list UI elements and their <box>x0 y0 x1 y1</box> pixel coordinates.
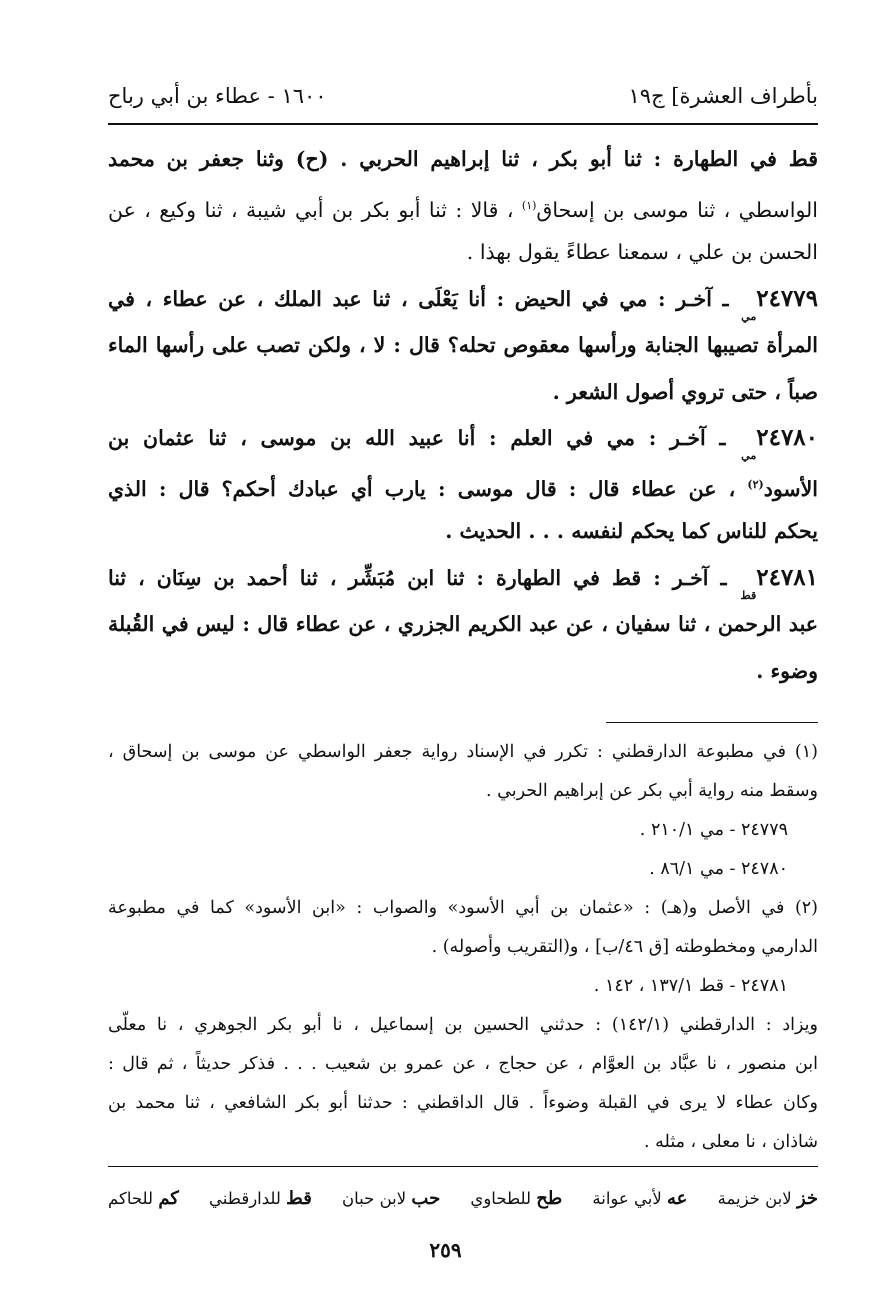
source-symbol: مي <box>741 449 757 462</box>
hadith-24779-line-2: المرأة تصيبها الجنابة ورأسها معقوص تحله؟ قال : لا ، ولكن تصب على رأسها الماء <box>108 333 818 357</box>
hadith-24780-line-2: الأسود$^{(٢)}$ ، عن عطاء قال : قال موسى : يارب أي عبادك أحكم؟ قال : الذي <box>108 476 818 501</box>
running-header <box>108 78 818 114</box>
footnote-separator <box>606 722 818 723</box>
footnote-ref-1: (١) <box>521 198 537 212</box>
footnote-line: ٢٤٧٧٩ - مي ٢١٠/١ . <box>639 820 788 840</box>
footnote-line: ويزاد : الدارقطني (١٤٢/١) : حدثني الحسين بن إسماعيل ، نا أبو بكر الجوهري ، نا معلّى <box>108 1015 818 1035</box>
abbr-item: خز لابن خزيمة <box>717 1187 818 1209</box>
header-rule <box>108 123 818 125</box>
abbreviation-key <box>108 1180 818 1216</box>
hadith-lead: ـ آخـر : <box>653 565 727 590</box>
main-text <box>108 136 818 694</box>
hadith-24779-line-3: صباً ، حتى تروي أصول الشعر . <box>552 379 818 404</box>
footnote-line: (٢) في الأصل و(هـ) : «عثمان بن أبي الأسود» والصواب : «ابن الأسود» كما في مطبوعة <box>108 898 818 918</box>
page-number: ٢٥٩ <box>429 1238 462 1262</box>
hadith-24780-line-3: يحكم للناس كما يحكم لنفسه . . . الحديث . <box>445 519 818 543</box>
footnote-line: وسقط منه رواية أبي بكر عن إبراهيم الحربي . <box>486 781 818 801</box>
intro-line-3: الحسن بن علي ، سمعنا عطاءً يقول بهذا . <box>466 240 818 264</box>
abbr-item: قط للدارقطني <box>209 1187 312 1209</box>
footnote-line: ٢٤٧٨١ - قط ١٣٧/١ ، ١٤٢ . <box>593 976 788 996</box>
hadith-number: ٢٤٧٨٠ <box>756 424 819 451</box>
footnote-line: ابن منصور ، نا عبَّاد بن العوَّام ، عن حجاج ، عن عمرو بن شعيب . . . فذكر حديثاً ، ثم قال : <box>108 1054 818 1074</box>
hadith-24779-line-1: $٢٤٧٧٩_{مي}$ ـ آخـر : مي في الحيض : أنا يَعْلَى ، ثنا عبد الملك ، عن عطاء ، في <box>108 284 818 323</box>
footnote-line: شاذان ، نا معلى ، مثله . <box>644 1132 818 1152</box>
abbr-item: كم للحاكم <box>108 1187 179 1209</box>
footnotes <box>108 733 818 1162</box>
footnote-ref-2: (٢) <box>747 477 764 491</box>
source-symbol: مي <box>741 309 757 323</box>
hadith-number: ٢٤٧٧٩ <box>756 284 818 312</box>
footnote-line: الدارمي ومخطوطته [ق ٤٦/ب] ، و(التقريب وأصوله) . <box>431 937 818 957</box>
hadith-24780-line-1: $٢٤٧٨٠_{مي}$ ـ آخـر : مي في العلم : أنا عبيد الله بن موسى ، ثنا عثمان بن <box>108 424 819 462</box>
intro-line-1: قط في الطهارة : ثنا أبو بكر ، ثنا إبراهيم الحربي . (ح) وثنا جعفر بن محمد <box>108 147 818 171</box>
abbr-item: عه لأبي عوانة <box>592 1187 688 1209</box>
footer-rule <box>108 1166 818 1167</box>
hadith-24781-line-1: $٢٤٧٨١_{قط}$ ـ آخـر : قط في الطهارة : ثنا ابن مُبَشِّر ، ثنا أحمد بن سِنَان ، ثنا <box>108 563 818 602</box>
hadith-24781-line-2: عبد الرحمن ، ثنا سفيان ، عن عبد الكريم الجزري ، عن عطاء قال : ليس في القُبلة <box>108 612 818 636</box>
hadith-24781-line-3: وضوء . <box>756 658 818 683</box>
source-symbol: قط <box>740 588 757 602</box>
hadith-number: ٢٤٧٨١ <box>756 563 818 591</box>
hadith-lead: ـ آخـر : <box>648 426 726 450</box>
header-section-title: بأطراف العشرة] ج١٩ <box>628 84 818 108</box>
footnote-line: (١) في مطبوعة الدارقطني : تكرر في الإسناد رواية جعفر الواسطي عن موسى بن إسحاق ، <box>108 742 818 762</box>
header-narrator-title: ١٦٠٠ - عطاء بن أبي رباح <box>108 84 327 108</box>
footnote-line: ٢٤٧٨٠ - مي ٨٦/١ . <box>649 859 788 879</box>
footnote-line: وكان عطاء لا يرى في القبلة وضوءاً . قال الداقطني : حدثنا أبو بكر الشافعي ، ثنا محمد بن <box>108 1093 818 1113</box>
abbr-item: طح للطحاوي <box>470 1187 563 1209</box>
intro-line-2: الواسطي ، ثنا موسى بن إسحاق$^{(١)}$ ، قالا : ثنا أبو بكر بن أبي شيبة ، ثنا وكيع ، عن <box>108 197 818 222</box>
hadith-lead: ـ آخـر : <box>658 286 729 311</box>
abbr-item: حب لابن حبان <box>342 1187 441 1209</box>
